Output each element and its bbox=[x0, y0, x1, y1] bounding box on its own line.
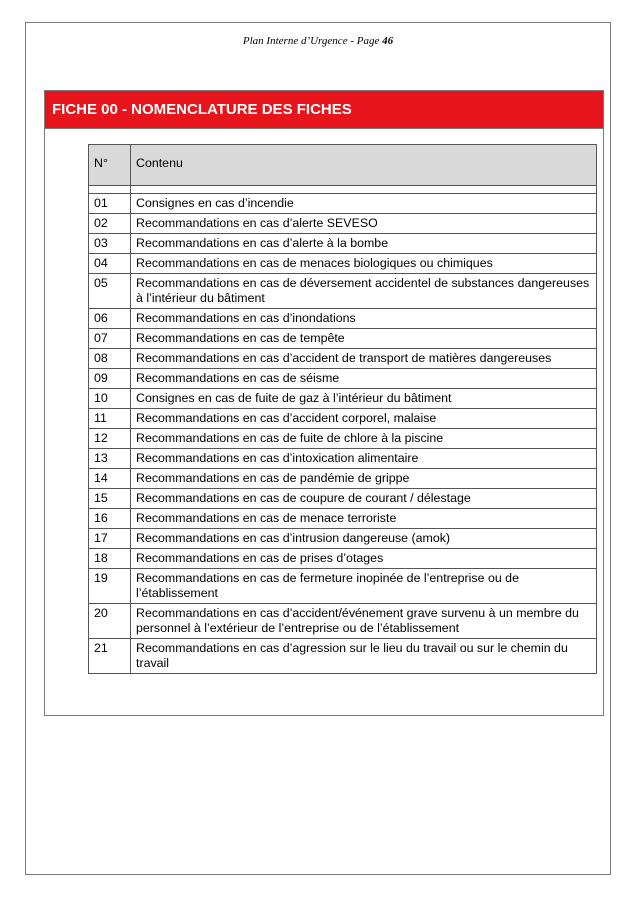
row-content: Recommandations en cas d’intrusion dangereuse (amok) bbox=[131, 529, 597, 549]
row-content: Recommandations en cas de déversement accidentel de substances dangereuses à l’intérieur du bâtiment bbox=[131, 274, 597, 309]
header-title: Plan Interne d’Urgence - Page bbox=[242, 35, 380, 47]
row-number: 07 bbox=[89, 329, 131, 349]
table-row bbox=[89, 309, 597, 329]
fiche-box bbox=[44, 90, 604, 716]
table-row bbox=[89, 274, 597, 309]
row-content: Recommandations en cas de coupure de courant / délestage bbox=[131, 489, 597, 509]
table-row bbox=[89, 214, 597, 234]
row-number: 14 bbox=[89, 469, 131, 489]
row-content: Recommandations en cas de menace terroriste bbox=[131, 509, 597, 529]
table-header-row bbox=[89, 145, 597, 186]
row-number: 11 bbox=[89, 409, 131, 429]
table-row bbox=[89, 549, 597, 569]
row-content: Recommandations en cas d’agression sur le lieu du travail ou sur le chemin du travail bbox=[131, 639, 597, 674]
table-row bbox=[89, 469, 597, 489]
row-number: 02 bbox=[89, 214, 131, 234]
row-number: 06 bbox=[89, 309, 131, 329]
row-content: Recommandations en cas d’alerte SEVESO bbox=[131, 214, 597, 234]
table-row bbox=[89, 509, 597, 529]
row-content: Recommandations en cas d’inondations bbox=[131, 309, 597, 329]
row-number: 09 bbox=[89, 369, 131, 389]
fiches-table bbox=[88, 144, 597, 674]
row-number: 19 bbox=[89, 569, 131, 604]
row-number: 12 bbox=[89, 429, 131, 449]
row-content: Consignes en cas d’incendie bbox=[131, 194, 597, 214]
row-number: 17 bbox=[89, 529, 131, 549]
table-row bbox=[89, 639, 597, 674]
row-content: Recommandations en cas d’alerte à la bombe bbox=[131, 234, 597, 254]
row-number: 13 bbox=[89, 449, 131, 469]
running-header bbox=[0, 35, 636, 47]
row-content: Recommandations en cas de fermeture inopinée de l’entreprise ou de l’établissement bbox=[131, 569, 597, 604]
column-header-content: Contenu bbox=[131, 145, 597, 186]
table-row bbox=[89, 349, 597, 369]
row-number: 08 bbox=[89, 349, 131, 369]
row-content: Recommandations en cas d’accident/événement grave survenu à un membre du personnel à l’extérieur de l’entreprise ou de l’établissement bbox=[131, 604, 597, 639]
row-number: 01 bbox=[89, 194, 131, 214]
row-number: 18 bbox=[89, 549, 131, 569]
row-number: 04 bbox=[89, 254, 131, 274]
row-content: Recommandations en cas d’accident corporel, malaise bbox=[131, 409, 597, 429]
table-row bbox=[89, 409, 597, 429]
fiche-title: FICHE 00 - NOMENCLATURE DES FICHES bbox=[45, 91, 603, 129]
table-row bbox=[89, 234, 597, 254]
row-content: Recommandations en cas d’intoxication alimentaire bbox=[131, 449, 597, 469]
row-number: 16 bbox=[89, 509, 131, 529]
row-number: 20 bbox=[89, 604, 131, 639]
table-row bbox=[89, 569, 597, 604]
row-content: Recommandations en cas de séisme bbox=[131, 369, 597, 389]
table-row bbox=[89, 604, 597, 639]
table-row bbox=[89, 449, 597, 469]
row-number: 05 bbox=[89, 274, 131, 309]
row-number: 10 bbox=[89, 389, 131, 409]
table-row bbox=[89, 369, 597, 389]
row-content: Recommandations en cas de tempête bbox=[131, 329, 597, 349]
column-header-number: N° bbox=[89, 145, 131, 186]
row-content: Recommandations en cas d’accident de transport de matières dangereuses bbox=[131, 349, 597, 369]
row-number: 03 bbox=[89, 234, 131, 254]
table-row bbox=[89, 254, 597, 274]
row-content: Consignes en cas de fuite de gaz à l’intérieur du bâtiment bbox=[131, 389, 597, 409]
spacer-row bbox=[89, 186, 597, 194]
table-row bbox=[89, 489, 597, 509]
table-row bbox=[89, 329, 597, 349]
table-row bbox=[89, 389, 597, 409]
table-row bbox=[89, 429, 597, 449]
row-number: 21 bbox=[89, 639, 131, 674]
row-content: Recommandations en cas de fuite de chlore à la piscine bbox=[131, 429, 597, 449]
row-content: Recommandations en cas de menaces biologiques ou chimiques bbox=[131, 254, 597, 274]
row-content: Recommandations en cas de pandémie de grippe bbox=[131, 469, 597, 489]
row-number: 15 bbox=[89, 489, 131, 509]
row-content: Recommandations en cas de prises d’otages bbox=[131, 549, 597, 569]
table-row bbox=[89, 529, 597, 549]
table-row bbox=[89, 194, 597, 214]
header-page-number: 46 bbox=[382, 35, 394, 47]
